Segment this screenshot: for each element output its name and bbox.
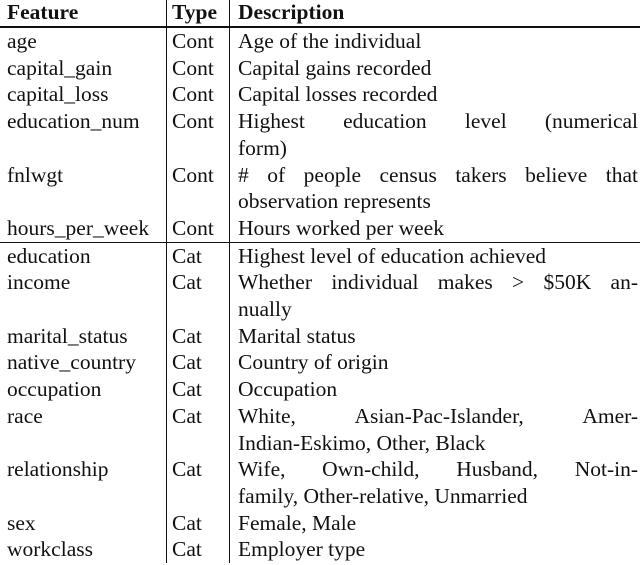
description-line: Female, Male xyxy=(238,510,357,535)
description-cell xyxy=(229,349,640,376)
description-line: # of people census takers believe that xyxy=(238,162,638,187)
header-type: Type xyxy=(166,0,229,26)
description-line: Country of origin xyxy=(238,350,389,375)
description-cell xyxy=(229,108,640,161)
description-line: form) xyxy=(238,135,287,160)
description-line: White, Asian-Pac-Islander, Amer- xyxy=(238,403,638,428)
table-row xyxy=(0,162,640,215)
description-cell xyxy=(229,215,640,242)
type-cell: Cont xyxy=(166,81,229,108)
header-description: Description xyxy=(229,0,640,26)
table-row xyxy=(0,510,640,537)
description-line: Wife, Own-child, Husband, Not-in- xyxy=(238,457,638,482)
description-cell xyxy=(229,28,640,55)
description-cell xyxy=(229,456,640,509)
description-line: observation represents xyxy=(238,189,431,214)
description-line: Highest level of education achieved xyxy=(238,243,547,268)
table-row xyxy=(0,215,640,242)
description-line: nually xyxy=(238,297,292,322)
table-header-row xyxy=(0,0,640,28)
description-line: Marital status xyxy=(238,323,356,348)
description-cell xyxy=(229,403,640,456)
feature-cell: race xyxy=(7,403,43,428)
feature-cell: capital_loss xyxy=(7,82,109,107)
description-cell xyxy=(229,55,640,82)
table-body xyxy=(0,28,640,563)
description-cell xyxy=(229,243,640,270)
type-cell: Cont xyxy=(166,162,229,215)
feature-cell: workclass xyxy=(7,537,93,562)
description-cell xyxy=(229,162,640,215)
description-line: Capital losses recorded xyxy=(238,82,438,107)
feature-cell: education_num xyxy=(7,109,140,134)
table-row xyxy=(0,28,640,55)
description-line: Whether individual makes > $50K an- xyxy=(238,270,638,295)
description-line: Age of the individual xyxy=(238,29,422,53)
feature-cell: native_country xyxy=(7,350,136,375)
description-line: Highest education level (numerical xyxy=(238,109,638,134)
header-feature: Feature xyxy=(7,0,79,24)
table-row xyxy=(0,323,640,350)
type-cell: Cat xyxy=(166,243,229,270)
table-row xyxy=(0,403,640,456)
table-row xyxy=(0,55,640,82)
description-line: family, Other-relative, Unmarried xyxy=(238,483,528,508)
type-cell: Cat xyxy=(166,323,229,350)
type-cell: Cont xyxy=(166,215,229,242)
feature-cell: occupation xyxy=(7,377,102,402)
table-row xyxy=(0,108,640,161)
type-cell: Cont xyxy=(166,28,229,55)
feature-cell: education xyxy=(7,243,91,268)
type-cell: Cat xyxy=(166,536,229,563)
description-cell xyxy=(229,81,640,108)
feature-cell: marital_status xyxy=(7,323,128,348)
description-cell xyxy=(229,510,640,537)
type-cell: Cont xyxy=(166,108,229,161)
feature-cell: relationship xyxy=(7,457,109,482)
description-cell xyxy=(229,536,640,563)
type-cell: Cat xyxy=(166,269,229,322)
feature-cell: hours_per_week xyxy=(7,215,150,240)
description-line: Indian-Eskimo, Other, Black xyxy=(238,430,486,455)
description-line: Hours worked per week xyxy=(238,215,444,240)
type-cell: Cont xyxy=(166,55,229,82)
description-line: Employer type xyxy=(238,537,366,562)
table-row xyxy=(0,376,640,403)
table-row xyxy=(0,349,640,376)
type-cell: Cat xyxy=(166,403,229,456)
description-line: Capital gains recorded xyxy=(238,55,432,80)
type-cell: Cat xyxy=(166,376,229,403)
feature-cell: age xyxy=(7,29,37,53)
table-row xyxy=(0,536,640,563)
type-cell: Cat xyxy=(166,456,229,509)
description-cell xyxy=(229,323,640,350)
type-cell: Cat xyxy=(166,349,229,376)
feature-cell: fnlwgt xyxy=(7,162,64,187)
table-row xyxy=(0,269,640,322)
description-cell xyxy=(229,376,640,403)
feature-cell: capital_gain xyxy=(7,55,113,80)
feature-cell: income xyxy=(7,270,71,295)
type-cell: Cat xyxy=(166,510,229,537)
table-row xyxy=(0,242,640,270)
feature-cell: sex xyxy=(7,510,36,535)
description-cell xyxy=(229,269,640,322)
table-row xyxy=(0,456,640,509)
description-line: Occupation xyxy=(238,377,338,402)
table-row xyxy=(0,81,640,108)
